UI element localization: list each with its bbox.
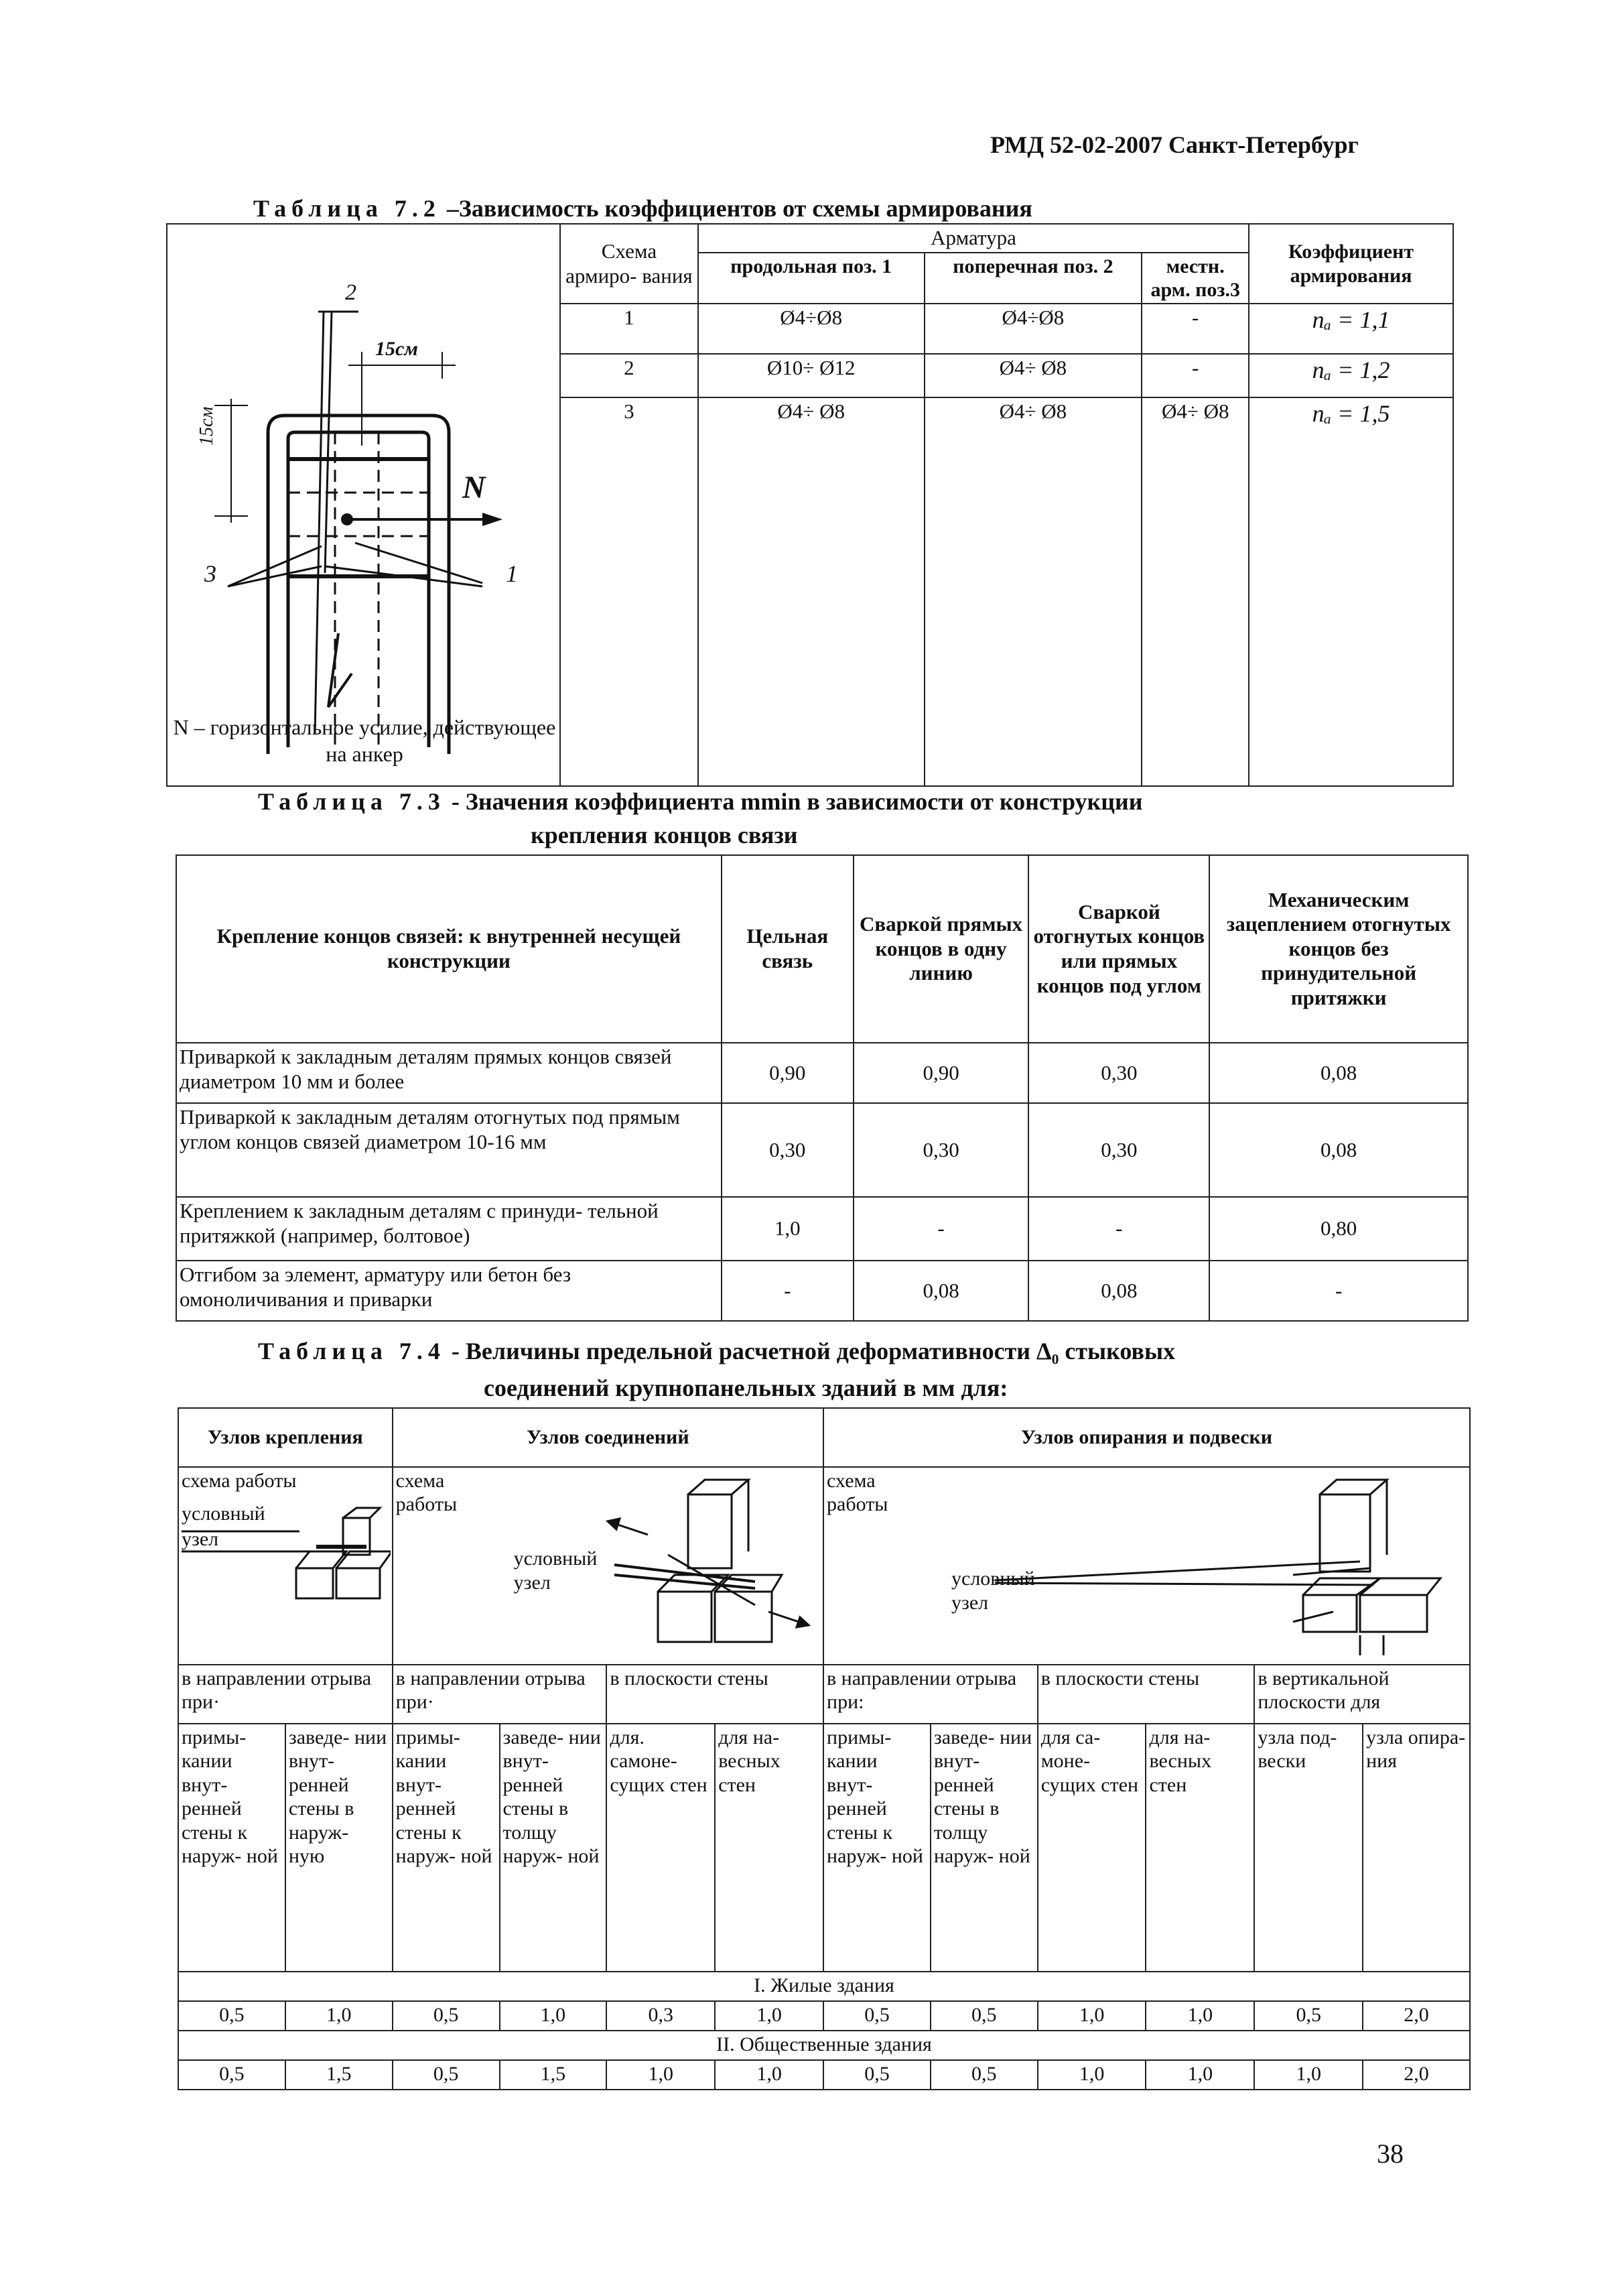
group-wall-plane-support: в плоскости стены — [1038, 1665, 1255, 1724]
subheader-cell: примы- кании внут- ренней стены к наруж- ной — [178, 1724, 285, 1972]
cell-value: 1,5 — [500, 2060, 607, 2090]
label-dim-vertical: 15см — [196, 406, 217, 446]
reinforcement-figure-cell — [167, 224, 560, 786]
subheader-cell: примы- кании внут- ренней стены к наруж- ной — [393, 1724, 500, 1972]
header-local: местн. арм. поз.3 — [1142, 253, 1249, 304]
cell-value: - — [722, 1261, 854, 1321]
scheme-label: схема работы — [182, 1470, 297, 1492]
cell-value: 1,0 — [500, 2001, 607, 2031]
cell-coef: nₐ = 1,1 — [1249, 304, 1453, 354]
caption-prefix: Таблица 7.3 — [258, 788, 446, 815]
subheader-cell: заведе- нии внут- ренней стены в толщу наруж- ной — [500, 1724, 607, 1972]
scheme-label: схема работы — [395, 1470, 458, 1516]
cell-value: 1,0 — [722, 1197, 854, 1261]
subheader-cell: для на- весных стен — [1146, 1724, 1254, 1972]
header-coef: Коэффициент армирования — [1249, 224, 1453, 304]
cell-trans: Ø4÷Ø8 — [925, 304, 1142, 354]
conditional-node-label: условный узел — [951, 1568, 1035, 1614]
cell-long: Ø4÷Ø8 — [698, 304, 925, 354]
table-row — [176, 1103, 1468, 1197]
table-7-4-caption-line2: соединений крупнопанельных зданий в мм для: — [484, 1375, 1008, 1401]
table-row — [176, 1197, 1468, 1261]
table-row — [176, 1261, 1468, 1321]
header-scheme: Схема армиро- вания — [560, 224, 698, 304]
page-number: 38 — [1377, 2139, 1404, 2169]
cell-value: 0,5 — [178, 2060, 285, 2090]
header-fastening-nodes: Узлов крепления — [178, 1408, 393, 1467]
caption-text: –Зависимость коэффициентов от схемы армирования — [440, 195, 1032, 222]
cell-scheme: 3 — [560, 397, 698, 786]
cell-value: 0,30 — [854, 1103, 1029, 1197]
cell-value: 0,5 — [931, 2060, 1038, 2090]
subheader-cell: узла опира- ния — [1363, 1724, 1470, 1972]
cell-value: 1,0 — [285, 2001, 393, 2031]
row-label: Приваркой к закладным деталям отогнутых под прямым углом концов связей диаметром 10-16 мм — [176, 1103, 722, 1197]
table-7-2 — [166, 223, 1454, 787]
subheader-row — [178, 1724, 1470, 1972]
scheme-cell-connection — [393, 1467, 823, 1665]
table-7-2-caption — [253, 194, 1032, 222]
group-wall-plane-connection: в плоскости стены — [606, 1665, 823, 1724]
label-dim-horizontal: 15см — [375, 338, 418, 360]
cell-value: 0,90 — [722, 1043, 854, 1103]
subheader-cell: заведе- нии внут- ренней стены в наруж- ную — [285, 1724, 393, 1972]
cell-value: - — [1028, 1197, 1209, 1261]
cell-value: 0,3 — [606, 2001, 715, 2031]
cell-value: - — [854, 1197, 1029, 1261]
cell-value: 0,30 — [1028, 1103, 1209, 1197]
header-connection-nodes: Узлов соединений — [393, 1408, 823, 1467]
cell-value: 1,0 — [606, 2060, 715, 2090]
row-label: Приваркой к закладным деталям прямых концов связей диаметром 10 мм и более — [176, 1043, 722, 1103]
row-label: Креплением к закладным деталям с принуди- тельной притяжкой (например, болтовое) — [176, 1197, 722, 1261]
cell-value: 0,08 — [1209, 1043, 1468, 1103]
subheader-cell: для на- весных стен — [715, 1724, 823, 1972]
cell-coef: nₐ = 1,2 — [1249, 354, 1453, 397]
table-7-4-caption — [258, 1337, 1175, 1365]
group-tear-support: в направлении отрыва при: — [823, 1665, 1038, 1724]
label-pos-3: 3 — [204, 560, 216, 587]
cell-value: - — [1209, 1261, 1468, 1321]
anchor-scheme-figure — [167, 225, 556, 774]
cell-scheme: 2 — [560, 354, 698, 397]
section-residential: I. Жилые здания — [178, 1972, 1470, 2001]
connection-node-diagram — [393, 1468, 822, 1662]
scheme-label: схема работы — [827, 1470, 888, 1516]
cell-value: 1,0 — [1146, 2001, 1254, 2031]
cell-trans: Ø4÷ Ø8 — [925, 397, 1142, 786]
header-trans: поперечная поз. 2 — [925, 253, 1142, 304]
cell-trans: Ø4÷ Ø8 — [925, 354, 1142, 397]
header-solid: Цельная связь — [722, 855, 854, 1043]
conditional-node-label: условный узел — [182, 1503, 265, 1550]
cell-value: 0,08 — [1028, 1261, 1209, 1321]
cell-value: 0,5 — [393, 2001, 500, 2031]
table-7-3 — [176, 854, 1469, 1322]
cell-coef: nₐ = 1,5 — [1249, 397, 1453, 786]
cell-value: 0,08 — [1209, 1103, 1468, 1197]
cell-value: 0,5 — [1254, 2001, 1363, 2031]
header-weld-straight: Сваркой прямых концов в одну линию — [854, 855, 1029, 1043]
cell-value: 2,0 — [1363, 2001, 1470, 2031]
scheme-cell-support — [823, 1467, 1470, 1665]
subheader-cell: для са- моне- сущих стен — [1038, 1724, 1146, 1972]
table-row — [176, 1043, 1468, 1103]
cell-value: 0,30 — [722, 1103, 854, 1197]
cell-value: 2,0 — [1363, 2060, 1470, 2090]
cell-value: 1,0 — [715, 2060, 823, 2090]
row-label: Отгибом за элемент, арматуру или бетон без омоноличивания и приварки — [176, 1261, 722, 1321]
fastening-node-diagram — [179, 1468, 391, 1662]
caption-prefix: Таблица 7.4 — [258, 1338, 446, 1364]
cell-value: 0,80 — [1209, 1197, 1468, 1261]
subheader-cell: заведе- нии внут- ренней стены в толщу наруж- ной — [931, 1724, 1038, 1972]
table-row — [178, 2060, 1470, 2090]
cell-value: 0,30 — [1028, 1043, 1209, 1103]
header-armatura: Арматура — [698, 224, 1249, 253]
caption-text: - Значения коэффициента mmin в зависимости от конструкции — [445, 788, 1143, 815]
header-weld-bent: Сваркой отогнутых концов или прямых концов под углом — [1028, 855, 1209, 1043]
page-header: РМД 52-02-2007 Санкт-Петербург — [990, 131, 1359, 158]
header-fastening: Крепление концов связей: к внутренней несущей конструкции — [176, 855, 722, 1043]
scheme-cell-fastening — [178, 1467, 393, 1665]
cell-value: 0,5 — [178, 2001, 285, 2031]
cell-value: 1,5 — [285, 2060, 393, 2090]
cell-local: - — [1142, 304, 1249, 354]
header-long: продольная поз. 1 — [698, 253, 925, 304]
table-row — [178, 2001, 1470, 2031]
cell-value: 1,0 — [1254, 2060, 1363, 2090]
caption-text: - Величины предельной расчетной деформативности Δ₀ стыковых — [445, 1338, 1176, 1364]
cell-local: - — [1142, 354, 1249, 397]
subheader-cell: для. самоне- сущих стен — [606, 1724, 715, 1972]
cell-value: 0,5 — [823, 2060, 931, 2090]
cell-value: 0,5 — [393, 2060, 500, 2090]
figure-note: N – горизонтальное усилие, действующее на анкер — [173, 715, 556, 766]
cell-value: 0,5 — [823, 2001, 931, 2031]
cell-long: Ø10÷ Ø12 — [698, 354, 925, 397]
subheader-cell: примы- кании внут- ренней стены к наруж- ной — [823, 1724, 931, 1972]
section-public: II. Общественные здания — [178, 2031, 1470, 2060]
cell-value: 1,0 — [1038, 2060, 1146, 2090]
group-tear-connection: в направлении отрыва при· — [393, 1665, 607, 1724]
label-force-N: N — [462, 470, 486, 505]
group-tear-fastening: в направлении отрыва при· — [178, 1665, 393, 1724]
cell-value: 0,5 — [931, 2001, 1038, 2031]
header-mechanical: Механическим зацеплением отогнутых концов без принудительной притяжки — [1209, 855, 1468, 1043]
label-pos-1: 1 — [506, 560, 518, 587]
caption-prefix: Таблица 7.2 — [253, 195, 441, 222]
table-7-3-caption-line2: крепления концов связи — [531, 822, 798, 848]
conditional-node-label: условный узел — [513, 1547, 598, 1594]
cell-value: 1,0 — [1146, 2060, 1254, 2090]
cell-value: 1,0 — [715, 2001, 823, 2031]
header-support-nodes: Узлов опирания и подвески — [823, 1408, 1470, 1467]
cell-local: Ø4÷ Ø8 — [1142, 397, 1249, 786]
subheader-cell: узла под- вески — [1254, 1724, 1363, 1972]
cell-scheme: 1 — [560, 304, 698, 354]
table-7-4 — [178, 1407, 1471, 2090]
group-vertical-plane: в вертикальной плоскости для — [1254, 1665, 1470, 1724]
table-7-3-caption — [258, 787, 1142, 816]
cell-value: 0,90 — [854, 1043, 1029, 1103]
support-node-diagram — [824, 1468, 1467, 1662]
cell-value: 1,0 — [1038, 2001, 1146, 2031]
cell-value: 0,08 — [854, 1261, 1029, 1321]
label-pos-2: 2 — [345, 280, 356, 305]
cell-long: Ø4÷ Ø8 — [698, 397, 925, 786]
